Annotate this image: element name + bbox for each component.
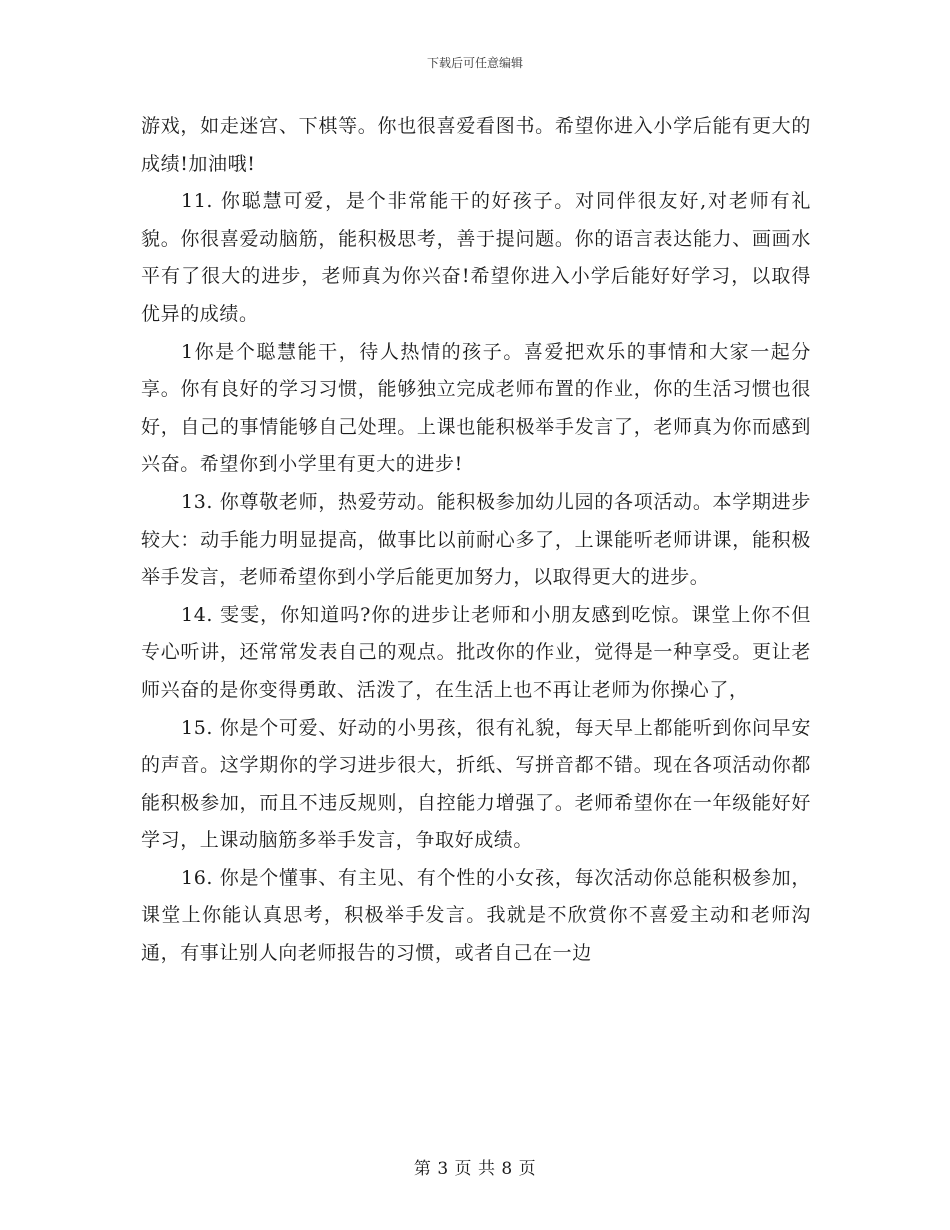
- paragraph-item-13: 13. 你尊敬老师，热爱劳动。能积极参加幼儿园的各项活动。本学期进步较大：动手能力明显提高，做事比以前耐心多了，上课能听老师讲课，能积极举手发言，老师希望你到小学后能更加努力，以取得更大的进步。: [141, 490, 811, 589]
- paragraph-item-15: 15. 你是个可爱、好动的小男孩，很有礼貌，每天早上都能听到你问早安的声音。这学期你的学习进步很大，折纸、写拼音都不错。现在各项活动你都能积极参加，而且不违反规则，自控能力增强了。老师希望你在一年级能好好学习，上课动脑筋多举手发言，争取好成绩。: [141, 716, 811, 852]
- page-header: 下载后可任意编辑: [426, 56, 523, 70]
- paragraph-continuation: 游戏，如走迷宫、下棋等。你也很喜爱看图书。希望你进入小学后能有更大的成绩!加油哦!: [141, 115, 811, 175]
- document-body: [141, 108, 811, 973]
- paragraph-item-12: 1你是个聪慧能干，待人热情的孩子。喜爱把欢乐的事情和大家一起分享。你有良好的学习习惯，能够独立完成老师布置的作业，你的生活习惯也很好，自己的事情能够自己处理。上课也能积极举手发言了，老师真为你而感到兴奋。希望你到小学里有更大的进步!: [141, 340, 811, 476]
- paragraph-item-11: 11. 你聪慧可爱，是个非常能干的好孩子。对同伴很友好,对老师有礼貌。你很喜爱动脑筋，能积极思考，善于提问题。你的语言表达能力、画画水平有了很大的进步，老师真为你兴奋!希望你进入小学后能好好学习，以取得优异的成绩。: [141, 190, 811, 325]
- paragraph-item-14: 14. 雯雯，你知道吗?你的进步让老师和小朋友感到吃惊。课堂上你不但专心听讲，还常常发表自己的观点。批改你的作业，觉得是一种享受。更让老师兴奋的是你变得勇敢、活泼了，在生活上也不再让老师为你操心了，: [141, 603, 811, 701]
- paragraph-item-16: 16. 你是个懂事、有主见、有个性的小女孩，每次活动你总能积极参加，课堂上你能认真思考，积极举手发言。我就是不欣赏你不喜爱主动和老师沟通，有事让别人向老师报告的习惯，或者自己在一边: [141, 866, 811, 965]
- page-number-footer: 第 3 页 共 8 页: [413, 1159, 537, 1179]
